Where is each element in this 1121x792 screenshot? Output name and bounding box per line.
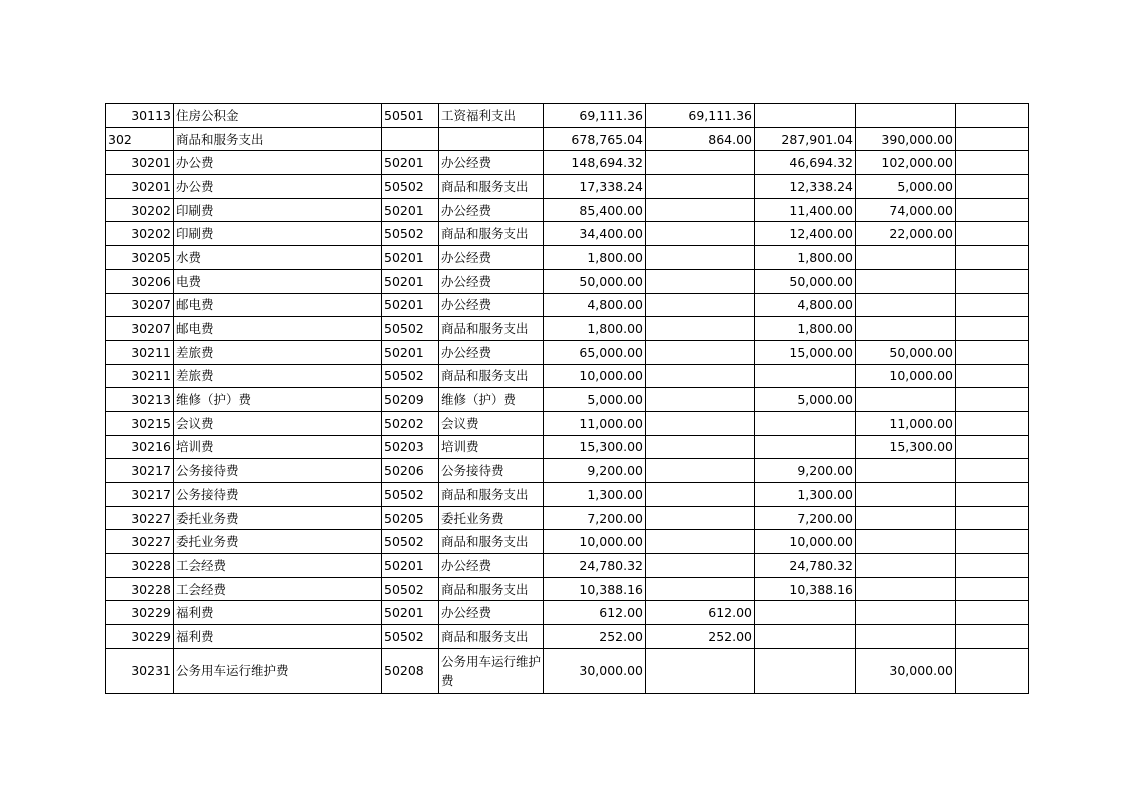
cell-basic-personnel: 612.00 — [646, 601, 755, 625]
table-row — [106, 601, 1029, 625]
cell-project: 50,000.00 — [856, 340, 956, 364]
cell-economic-code: 50502 — [382, 317, 439, 341]
cell-other — [956, 388, 1029, 412]
cell-other — [956, 198, 1029, 222]
cell-project: 74,000.00 — [856, 198, 956, 222]
cell-basic-public: 24,780.32 — [755, 554, 856, 578]
cell-economic-code: 50502 — [382, 175, 439, 199]
cell-basic-public: 4,800.00 — [755, 293, 856, 317]
cell-other — [956, 459, 1029, 483]
cell-function-name: 邮电费 — [174, 317, 382, 341]
cell-function-code: 30227 — [106, 506, 174, 530]
cell-basic-public — [755, 364, 856, 388]
cell-function-name: 会议费 — [174, 411, 382, 435]
cell-basic-personnel — [646, 151, 755, 175]
cell-function-name: 邮电费 — [174, 293, 382, 317]
table-row — [106, 459, 1029, 483]
cell-basic-personnel — [646, 388, 755, 412]
cell-other — [956, 483, 1029, 507]
cell-total: 65,000.00 — [544, 340, 646, 364]
cell-basic-personnel — [646, 577, 755, 601]
cell-function-name: 办公费 — [174, 151, 382, 175]
cell-basic-public: 11,400.00 — [755, 198, 856, 222]
cell-other — [956, 104, 1029, 128]
cell-other — [956, 175, 1029, 199]
cell-basic-public — [755, 601, 856, 625]
cell-total: 69,111.36 — [544, 104, 646, 128]
cell-project: 11,000.00 — [856, 411, 956, 435]
cell-other — [956, 530, 1029, 554]
cell-function-code: 30228 — [106, 554, 174, 578]
cell-project: 22,000.00 — [856, 222, 956, 246]
budget-table — [105, 103, 1029, 694]
cell-other — [956, 506, 1029, 530]
cell-basic-personnel — [646, 364, 755, 388]
table-row — [106, 246, 1029, 270]
cell-basic-public: 1,800.00 — [755, 317, 856, 341]
table-row — [106, 411, 1029, 435]
cell-economic-name: 商品和服务支出 — [439, 577, 544, 601]
cell-basic-public — [755, 435, 856, 459]
cell-function-code: 30229 — [106, 625, 174, 649]
cell-other — [956, 601, 1029, 625]
cell-other — [956, 127, 1029, 151]
cell-function-name: 委托业务费 — [174, 530, 382, 554]
cell-basic-personnel — [646, 648, 755, 693]
cell-total: 10,388.16 — [544, 577, 646, 601]
cell-function-code: 30215 — [106, 411, 174, 435]
cell-total: 148,694.32 — [544, 151, 646, 175]
cell-function-name: 印刷费 — [174, 198, 382, 222]
cell-basic-public — [755, 625, 856, 649]
cell-total: 9,200.00 — [544, 459, 646, 483]
table-row — [106, 317, 1029, 341]
cell-function-code: 30202 — [106, 222, 174, 246]
table-row — [106, 483, 1029, 507]
cell-economic-name: 培训费 — [439, 435, 544, 459]
cell-function-name: 委托业务费 — [174, 506, 382, 530]
cell-total: 34,400.00 — [544, 222, 646, 246]
cell-basic-personnel — [646, 317, 755, 341]
cell-basic-personnel — [646, 198, 755, 222]
cell-economic-code: 50201 — [382, 601, 439, 625]
table-row — [106, 530, 1029, 554]
cell-other — [956, 293, 1029, 317]
cell-basic-public — [755, 104, 856, 128]
cell-basic-personnel — [646, 459, 755, 483]
cell-project — [856, 269, 956, 293]
cell-other — [956, 577, 1029, 601]
cell-other — [956, 648, 1029, 693]
cell-basic-public: 12,338.24 — [755, 175, 856, 199]
cell-economic-code: 50502 — [382, 625, 439, 649]
cell-function-code: 30211 — [106, 340, 174, 364]
cell-economic-code: 50201 — [382, 340, 439, 364]
table-row — [106, 151, 1029, 175]
cell-economic-name: 商品和服务支出 — [439, 317, 544, 341]
cell-economic-code: 50208 — [382, 648, 439, 693]
cell-total: 50,000.00 — [544, 269, 646, 293]
cell-total: 17,338.24 — [544, 175, 646, 199]
table-row — [106, 364, 1029, 388]
cell-function-code: 30205 — [106, 246, 174, 270]
cell-economic-code: 50502 — [382, 530, 439, 554]
cell-economic-name: 商品和服务支出 — [439, 364, 544, 388]
table-row — [106, 198, 1029, 222]
cell-function-name: 维修（护）费 — [174, 388, 382, 412]
cell-basic-public: 287,901.04 — [755, 127, 856, 151]
table-row — [106, 435, 1029, 459]
cell-function-name: 住房公积金 — [174, 104, 382, 128]
cell-economic-name: 商品和服务支出 — [439, 483, 544, 507]
cell-basic-public: 46,694.32 — [755, 151, 856, 175]
cell-basic-public: 5,000.00 — [755, 388, 856, 412]
cell-basic-personnel — [646, 483, 755, 507]
cell-function-code: 30202 — [106, 198, 174, 222]
cell-function-code: 30201 — [106, 175, 174, 199]
cell-economic-name: 公务用车运行维护费 — [439, 648, 544, 693]
cell-other — [956, 222, 1029, 246]
cell-basic-public — [755, 411, 856, 435]
cell-project — [856, 530, 956, 554]
cell-economic-code: 50201 — [382, 269, 439, 293]
cell-economic-name: 商品和服务支出 — [439, 175, 544, 199]
cell-economic-name: 工资福利支出 — [439, 104, 544, 128]
cell-other — [956, 554, 1029, 578]
cell-economic-name: 办公经费 — [439, 601, 544, 625]
cell-basic-personnel — [646, 411, 755, 435]
cell-economic-code: 50201 — [382, 198, 439, 222]
cell-total: 7,200.00 — [544, 506, 646, 530]
cell-basic-personnel — [646, 340, 755, 364]
cell-function-code: 30201 — [106, 151, 174, 175]
cell-economic-code: 50502 — [382, 364, 439, 388]
cell-basic-personnel: 252.00 — [646, 625, 755, 649]
cell-function-code: 30217 — [106, 483, 174, 507]
cell-other — [956, 246, 1029, 270]
cell-project — [856, 459, 956, 483]
cell-basic-personnel: 864.00 — [646, 127, 755, 151]
cell-basic-public: 10,388.16 — [755, 577, 856, 601]
cell-basic-personnel — [646, 530, 755, 554]
cell-function-name: 水费 — [174, 246, 382, 270]
cell-function-name: 公务接待费 — [174, 459, 382, 483]
cell-economic-code: 50201 — [382, 293, 439, 317]
table-row — [106, 554, 1029, 578]
cell-total: 24,780.32 — [544, 554, 646, 578]
cell-function-code: 30207 — [106, 293, 174, 317]
cell-project: 102,000.00 — [856, 151, 956, 175]
cell-function-code: 30217 — [106, 459, 174, 483]
cell-basic-public: 1,300.00 — [755, 483, 856, 507]
cell-function-code: 30227 — [106, 530, 174, 554]
cell-economic-code: 50209 — [382, 388, 439, 412]
cell-function-code: 30207 — [106, 317, 174, 341]
cell-economic-name: 办公经费 — [439, 293, 544, 317]
cell-economic-code: 50502 — [382, 577, 439, 601]
table-row — [106, 127, 1029, 151]
cell-economic-code: 50201 — [382, 151, 439, 175]
cell-total: 252.00 — [544, 625, 646, 649]
cell-project — [856, 483, 956, 507]
cell-function-name: 福利费 — [174, 625, 382, 649]
cell-economic-code: 50202 — [382, 411, 439, 435]
cell-economic-name: 委托业务费 — [439, 506, 544, 530]
cell-function-name: 福利费 — [174, 601, 382, 625]
cell-economic-code — [382, 127, 439, 151]
cell-project — [856, 554, 956, 578]
cell-economic-name: 办公经费 — [439, 246, 544, 270]
cell-economic-code: 50201 — [382, 554, 439, 578]
cell-function-code: 30216 — [106, 435, 174, 459]
cell-basic-personnel: 69,111.36 — [646, 104, 755, 128]
cell-project: 30,000.00 — [856, 648, 956, 693]
cell-total: 10,000.00 — [544, 530, 646, 554]
cell-function-name: 印刷费 — [174, 222, 382, 246]
cell-basic-personnel — [646, 246, 755, 270]
cell-other — [956, 151, 1029, 175]
table-body — [106, 104, 1029, 694]
table-row — [106, 222, 1029, 246]
cell-function-name: 工会经费 — [174, 554, 382, 578]
cell-economic-name: 维修（护）费 — [439, 388, 544, 412]
cell-function-code: 30229 — [106, 601, 174, 625]
table-row — [106, 577, 1029, 601]
cell-function-code: 30228 — [106, 577, 174, 601]
cell-total: 11,000.00 — [544, 411, 646, 435]
cell-function-name: 工会经费 — [174, 577, 382, 601]
cell-basic-personnel — [646, 435, 755, 459]
cell-other — [956, 269, 1029, 293]
cell-economic-name — [439, 127, 544, 151]
cell-economic-name: 公务接待费 — [439, 459, 544, 483]
cell-project: 5,000.00 — [856, 175, 956, 199]
cell-basic-public: 15,000.00 — [755, 340, 856, 364]
cell-basic-public: 9,200.00 — [755, 459, 856, 483]
cell-economic-name: 商品和服务支出 — [439, 625, 544, 649]
cell-function-code: 30206 — [106, 269, 174, 293]
cell-function-name: 差旅费 — [174, 340, 382, 364]
cell-economic-name: 办公经费 — [439, 269, 544, 293]
cell-project: 15,300.00 — [856, 435, 956, 459]
cell-economic-code: 50201 — [382, 246, 439, 270]
cell-basic-public: 12,400.00 — [755, 222, 856, 246]
cell-other — [956, 340, 1029, 364]
cell-total: 1,800.00 — [544, 317, 646, 341]
cell-basic-personnel — [646, 222, 755, 246]
cell-other — [956, 435, 1029, 459]
cell-function-code: 30213 — [106, 388, 174, 412]
cell-function-name: 公务接待费 — [174, 483, 382, 507]
cell-basic-public — [755, 648, 856, 693]
cell-other — [956, 364, 1029, 388]
cell-economic-name: 商品和服务支出 — [439, 222, 544, 246]
cell-function-code: 30211 — [106, 364, 174, 388]
cell-project — [856, 625, 956, 649]
cell-economic-name: 会议费 — [439, 411, 544, 435]
cell-basic-public: 1,800.00 — [755, 246, 856, 270]
cell-total: 10,000.00 — [544, 364, 646, 388]
cell-total: 4,800.00 — [544, 293, 646, 317]
cell-function-name: 办公费 — [174, 175, 382, 199]
cell-total: 1,300.00 — [544, 483, 646, 507]
table-row — [106, 293, 1029, 317]
table-row — [106, 104, 1029, 128]
table-row — [106, 175, 1029, 199]
table-row — [106, 625, 1029, 649]
cell-function-code: 302 — [106, 127, 174, 151]
cell-total: 85,400.00 — [544, 198, 646, 222]
cell-project: 10,000.00 — [856, 364, 956, 388]
cell-economic-name: 办公经费 — [439, 151, 544, 175]
table-row — [106, 340, 1029, 364]
cell-economic-code: 50205 — [382, 506, 439, 530]
cell-function-code: 30231 — [106, 648, 174, 693]
cell-other — [956, 625, 1029, 649]
cell-economic-name: 办公经费 — [439, 198, 544, 222]
cell-total: 612.00 — [544, 601, 646, 625]
cell-other — [956, 317, 1029, 341]
cell-function-name: 公务用车运行维护费 — [174, 648, 382, 693]
cell-project — [856, 246, 956, 270]
cell-function-name: 培训费 — [174, 435, 382, 459]
cell-economic-name: 商品和服务支出 — [439, 530, 544, 554]
cell-project — [856, 577, 956, 601]
table-row — [106, 648, 1029, 693]
cell-economic-code: 50502 — [382, 222, 439, 246]
cell-project — [856, 293, 956, 317]
cell-project: 390,000.00 — [856, 127, 956, 151]
cell-total: 678,765.04 — [544, 127, 646, 151]
cell-function-name: 电费 — [174, 269, 382, 293]
cell-basic-personnel — [646, 293, 755, 317]
cell-economic-name: 办公经费 — [439, 340, 544, 364]
cell-basic-personnel — [646, 175, 755, 199]
table-row — [106, 388, 1029, 412]
table-row — [106, 269, 1029, 293]
cell-economic-code: 50502 — [382, 483, 439, 507]
cell-economic-name: 办公经费 — [439, 554, 544, 578]
cell-basic-personnel — [646, 506, 755, 530]
cell-function-name: 差旅费 — [174, 364, 382, 388]
cell-economic-code: 50501 — [382, 104, 439, 128]
cell-project — [856, 506, 956, 530]
table-row — [106, 506, 1029, 530]
cell-total: 15,300.00 — [544, 435, 646, 459]
cell-basic-public: 10,000.00 — [755, 530, 856, 554]
cell-total: 30,000.00 — [544, 648, 646, 693]
cell-project — [856, 104, 956, 128]
cell-function-name: 商品和服务支出 — [174, 127, 382, 151]
cell-economic-code: 50206 — [382, 459, 439, 483]
cell-project — [856, 388, 956, 412]
cell-basic-personnel — [646, 269, 755, 293]
cell-total: 5,000.00 — [544, 388, 646, 412]
cell-basic-public: 50,000.00 — [755, 269, 856, 293]
cell-project — [856, 317, 956, 341]
cell-basic-public: 7,200.00 — [755, 506, 856, 530]
cell-project — [856, 601, 956, 625]
cell-other — [956, 411, 1029, 435]
cell-total: 1,800.00 — [544, 246, 646, 270]
cell-economic-code: 50203 — [382, 435, 439, 459]
cell-basic-personnel — [646, 554, 755, 578]
cell-function-code: 30113 — [106, 104, 174, 128]
